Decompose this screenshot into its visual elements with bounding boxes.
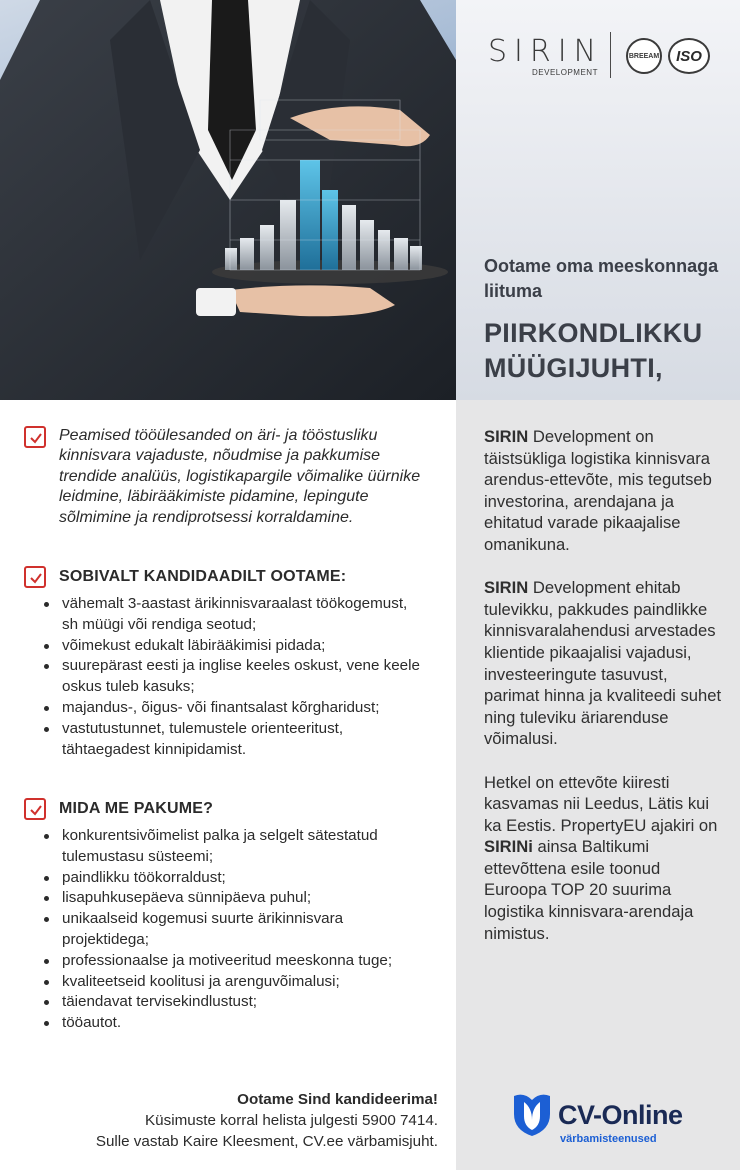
cv-online-name: CV-Online	[558, 1100, 683, 1130]
list-item: suurepärast eesti ja inglise keeles oskust, vene keele oskus tuleb kasuks;	[62, 656, 422, 698]
checkbox-icon	[24, 566, 46, 588]
contact-phone-line: Küsimuste korral helista julgesti 5900 7414.	[145, 1111, 438, 1129]
about-text: ainsa Baltikumi ettevõttena esile toonud Euroopa TOP 20 suurima logistika kinnisvara-arendaja nimistus.	[484, 837, 694, 943]
list-item: vähemalt 3-aastast ärikinnisvaraalast töökogemust, sh müügi või rendiga seotud;	[62, 594, 422, 636]
about-text: Development on täistsükliga logistika kinnisvara arendus-ettevõte, mis tegutseb investorina, arendajana ja ehitatud varade pikaajalise omanikuna.	[484, 427, 712, 554]
requirements-list	[62, 594, 422, 760]
contact-person-line: Sulle vastab Kaire Kleesment, CV.ee värbamisjuht.	[95, 1132, 438, 1150]
about-paragraph-3	[484, 772, 724, 945]
requirements-title: SOBIVALT KANDIDAADILT OOTAME:	[59, 568, 347, 585]
logo-divider	[610, 32, 611, 78]
header-panel	[456, 0, 740, 400]
brand-name: SIRIN	[484, 578, 529, 598]
businessman-city-illustration	[0, 0, 456, 400]
list-item: tööautot.	[62, 1013, 422, 1034]
about-text: Development ehitab tulevikku, pakkudes paindlikke kinnisvaralahendusi arvestades klientide pikaajalisi vajadusi, investeeringute tasuvust, parimat hinna ja kvaliteedi suhet ning tuleviku äriarenduse võimalusi.	[484, 578, 722, 749]
list-item: vastutustunnet, tulemustele orienteeritust, tähtaegadest kinnipidamist.	[62, 719, 422, 761]
list-item: täiendavat tervisekindlustust;	[62, 992, 422, 1013]
breeam-badge-icon: BREEAM	[626, 38, 662, 74]
list-item: võimekust edukalt läbirääkimisi pidada;	[62, 636, 422, 657]
offer-list	[62, 826, 422, 1034]
list-item: lisapuhkusepäeva sünnipäeva puhul;	[62, 888, 422, 909]
cv-online-logo-icon	[510, 1090, 710, 1150]
list-item: professionaalse ja motiveeritud meeskonna tuge;	[62, 951, 422, 972]
checkbox-icon	[24, 426, 46, 448]
duties-paragraph: Peamised tööülesanded on äri- ja tööstusliku kinnisvara vajaduste, nõudmise ja pakkumise trendide analüüs, logistikapargile võimalike üürnike leidmine, läbirääkimiste pidamine, lepingute sõlmimine ja rendiprotsessi korraldamine.	[59, 427, 421, 526]
contact-block	[18, 1090, 438, 1152]
list-item: kvaliteetseid koolitusi ja arenguvõimalusi;	[62, 972, 422, 993]
company-description	[484, 426, 724, 966]
checkbox-icon	[24, 798, 46, 820]
role-title: PIIRKONDLIKKU MÜÜGIJUHTI,	[484, 318, 703, 383]
company-panel	[456, 0, 740, 1170]
about-text: Hetkel on ettevõte kiiresti kasvamas nii Leedus, Lätis kui ka Eestis. PropertyEU ajakiri on	[484, 772, 718, 835]
about-paragraph-1	[484, 426, 724, 556]
sirin-logo	[488, 30, 720, 80]
iso-badge-icon: ISO	[668, 38, 710, 74]
hero-photo	[0, 0, 456, 400]
list-item: majandus-, õigus- või finantsalast kõrgharidust;	[62, 698, 422, 719]
offer-title: MIDA ME PAKUME?	[59, 800, 214, 817]
list-item: paindlikku töökorraldust;	[62, 868, 422, 889]
sirin-development-label: DEVELOPMENT	[532, 68, 598, 77]
list-item: unikaalseid kogemusi suurte ärikinnisvara projektidega;	[62, 909, 422, 951]
brand-name: SIRIN	[484, 427, 529, 446]
call-to-action: Ootame Sind kandideerima!	[237, 1091, 438, 1108]
sirin-wordmark: SIRIN	[488, 34, 604, 69]
cv-online-tagline: värbamisteenused	[560, 1133, 657, 1145]
cv-online-mark	[510, 1092, 554, 1138]
about-paragraph-2	[484, 577, 724, 750]
list-item: konkurentsivõimelist palka ja selgelt sätestatud tulemustasu süsteemi;	[62, 826, 422, 868]
job-details	[0, 400, 456, 1170]
brand-name: SIRINi	[484, 837, 533, 857]
intro-heading: Ootame oma meeskonnaga liituma	[484, 256, 719, 301]
